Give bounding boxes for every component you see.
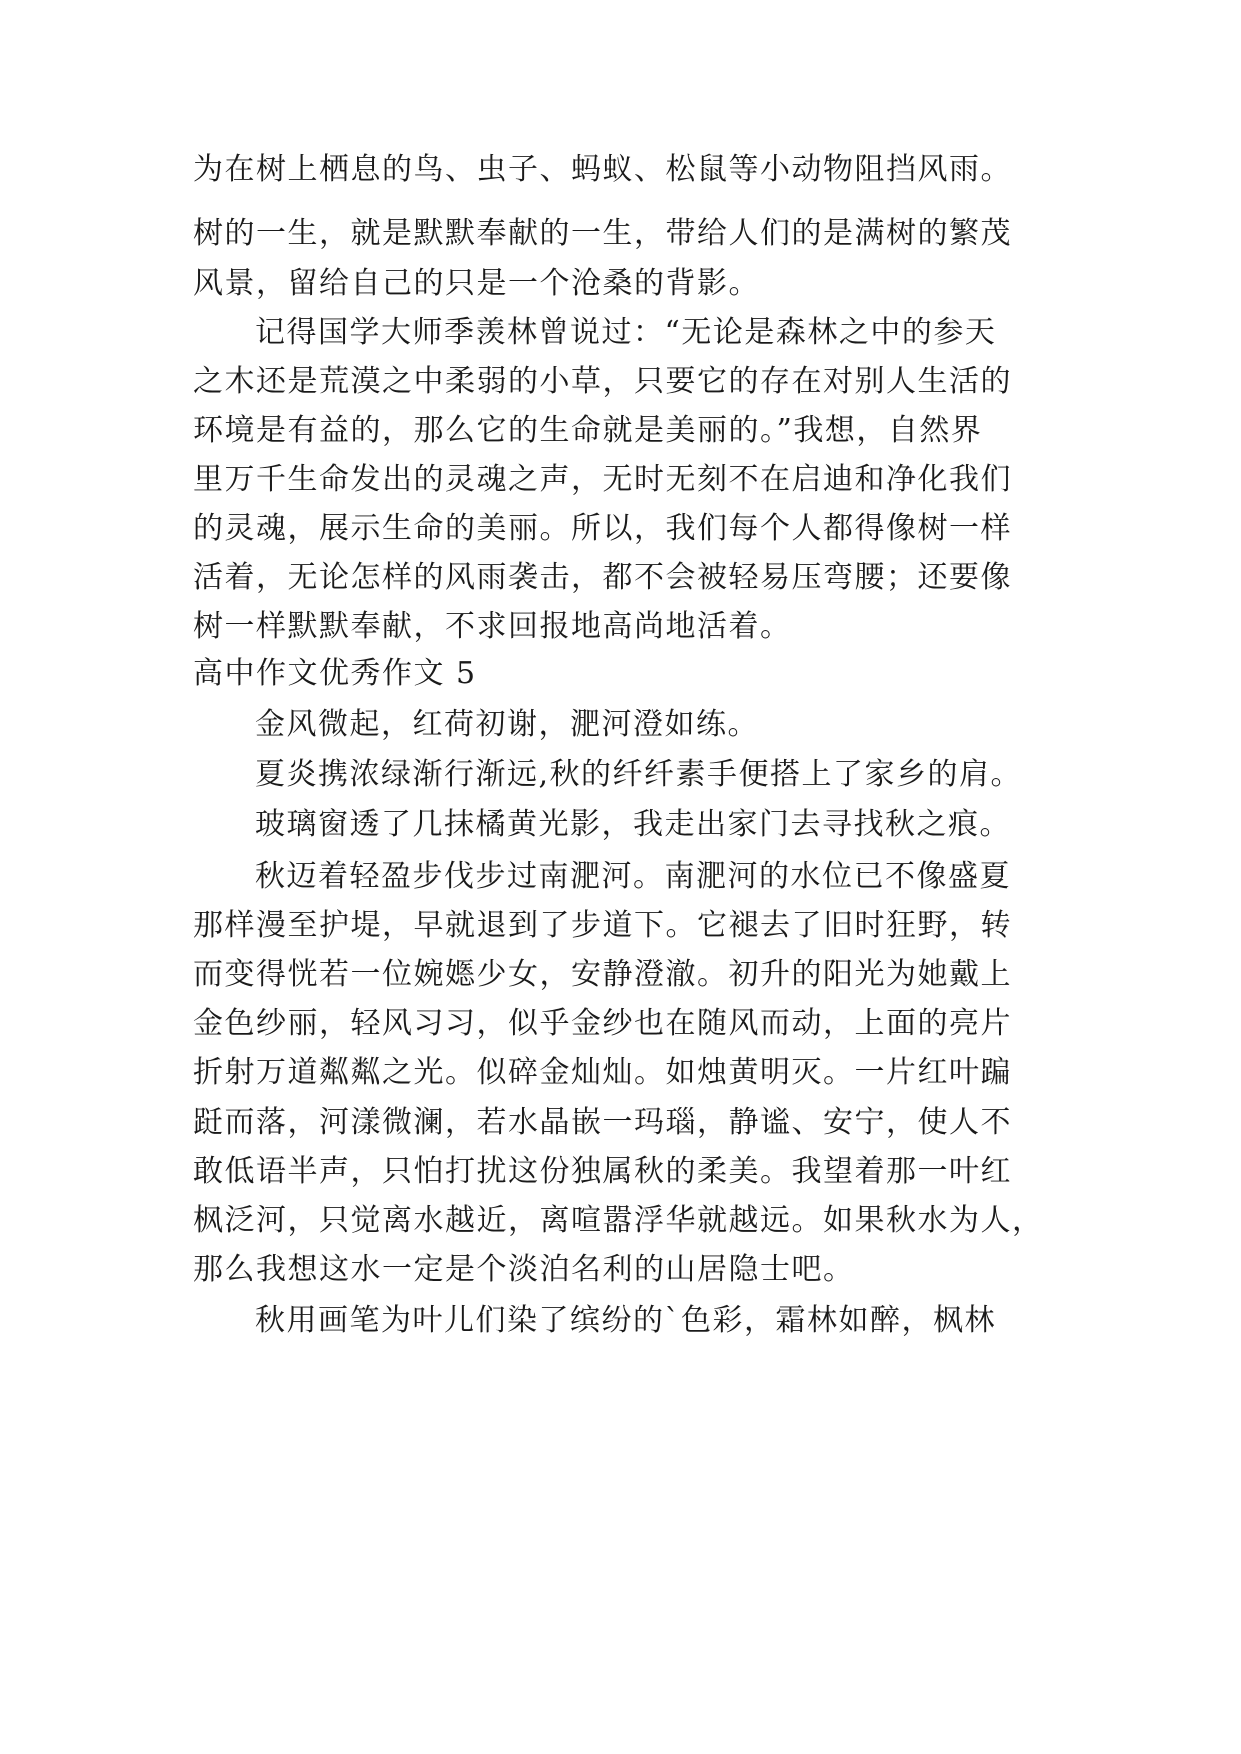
paragraph-line: 的灵魂，展示生命的美丽。所以，我们每个人都得像树一样	[193, 511, 1012, 546]
paragraph-line: 金风微起，红荷初谢，淝河澄如练。	[255, 707, 759, 742]
paragraph-line: 折射万道粼粼之光。似碎金灿灿。如烛黄明灭。一片红叶蹁	[193, 1055, 1012, 1090]
paragraph-line: 风景，留给自己的只是一个沧桑的背影。	[193, 266, 760, 301]
paragraph-line: 活着，无论怎样的风雨袭击，都不会被轻易压弯腰；还要像	[193, 560, 1012, 595]
paragraph-line: 里万千生命发出的灵魂之声，无时无刻不在启迪和净化我们	[193, 462, 1012, 497]
paragraph-line: 树的一生，就是默默奉献的一生，带给人们的是满树的繁茂	[193, 216, 1012, 251]
section-heading: 高中作文优秀作文 5	[193, 656, 477, 691]
paragraph-line: 那么我想这水一定是个淡泊名利的山居隐士吧。	[193, 1252, 855, 1287]
paragraph-line: 树一样默默奉献，不求回报地高尚地活着。	[193, 609, 792, 644]
paragraph-line: 秋迈着轻盈步伐步过南淝河。南淝河的水位已不像盛夏	[255, 859, 1011, 894]
paragraph-line: 枫泛河，只觉离水越近，离喧嚣浮华就越远。如果秋水为人，	[193, 1203, 1044, 1238]
paragraph-line: 为在树上栖息的鸟、虫子、蚂蚁、松鼠等小动物阻挡风雨。	[193, 152, 1012, 187]
paragraph-line: 跹而落，河漾微澜，若水晶嵌一玛瑙，静谧、安宁，使人不	[193, 1105, 1012, 1140]
paragraph-line: 夏炎携浓绿渐行渐远,秋的纤纤素手便搭上了家乡的肩。	[255, 757, 1023, 792]
paragraph-line: 那样漫至护堤，早就退到了步道下。它褪去了旧时狂野，转	[193, 908, 1012, 943]
paragraph-line: 秋用画笔为叶儿们染了缤纷的`色彩，霜林如醉，枫林	[255, 1303, 996, 1338]
paragraph-line: 之木还是荒漠之中柔弱的小草，只要它的存在对别人生活的	[193, 364, 1012, 399]
paragraph-line: 金色纱丽，轻风习习，似乎金纱也在随风而动，上面的亮片	[193, 1006, 1012, 1041]
paragraph-line: 环境是有益的，那么它的生命就是美丽的。”我想，自然界	[193, 413, 983, 448]
paragraph-line: 记得国学大师季羡林曾说过：“无论是森林之中的参天	[255, 315, 997, 350]
paragraph-line: 玻璃窗透了几抹橘黄光影，我走出家门去寻找秋之痕。	[255, 807, 1011, 842]
paragraph-line: 敢低语半声，只怕打扰这份独属秋的柔美。我望着那一叶红	[193, 1154, 1012, 1189]
paragraph-line: 而变得恍若一位婉嫕少女，安静澄澈。初升的阳光为她戴上	[193, 957, 1012, 992]
